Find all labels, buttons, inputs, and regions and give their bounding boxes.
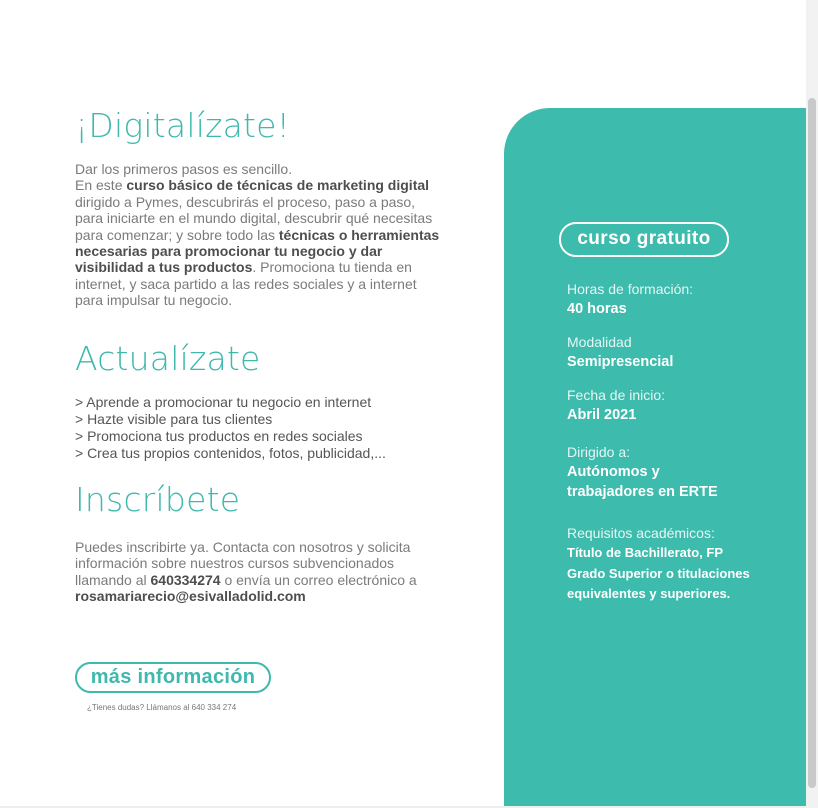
requirements-value-3: equivalentes y superiores. [567,586,731,601]
audience-info [567,444,718,502]
start-label: Fecha de inicio: [567,387,666,403]
requirements-label: Requisitos académicos: [567,525,715,541]
list-item: > Hazte visible para tus clientes [75,411,273,427]
mode-value: Semipresencial [567,354,674,370]
audience-label: Dirigido a: [567,444,631,460]
audience-value-2: trabajadores en ERTE [567,484,718,500]
start-info [567,387,665,425]
hours-info [567,281,693,319]
course-name: curso básico de técnicas de marketing digital [126,177,430,194]
actualizate-title: Actualízate [75,339,261,378]
free-course-badge: curso gratuito [559,222,729,257]
hours-value: 40 horas [567,301,627,317]
list-item: > Aprende a promocionar tu negocio en internet [75,394,372,410]
more-info-button[interactable]: más información [75,662,271,693]
audience-value-1: Autónomos y [567,464,660,480]
mode-info [567,334,673,372]
course-info-panel [504,108,814,808]
list-item: > Crea tus propios contenidos, fotos, publicidad,... [75,445,386,461]
help-text: ¿Tienes dudas? Llámanos al 640 334 274 [87,703,237,712]
start-value: Abril 2021 [567,407,637,423]
tools-highlight: técnicas o herramientas necesarias para promocionar tu negocio y dar visibilidad a tus productos [75,226,440,276]
requirements-info [567,525,750,605]
scrollbar-thumb[interactable] [808,98,816,788]
intro-line-1: Dar los primeros pasos es sencillo. [75,161,293,177]
mode-label: Modalidad [567,334,632,350]
email-address[interactable]: rosamariarecio@esivalladolid.com [75,588,306,605]
hours-label: Horas de formación: [567,281,694,297]
inscribete-title: Inscríbete [75,480,241,519]
requirements-value-2: Grado Superior o titulaciones [567,565,750,581]
intro-paragraph: Dar los primeros pasos es sencillo. En este curso básico de técnicas de marketing digital dirigido a Pymes, descubrirás el proceso, paso a paso, para iniciarte en el mundo digital, descubrir qué necesitas para comenzar; y sobre todo las técnicas o herramientas necesarias para promocionar tu negocio y dar visibilidad a tus productos. Promociona tu tienda en internet, y saca partido a las redes sociales y a internet para impulsar tu negocio. [75,161,440,309]
signup-paragraph: Puedes inscribirte ya. Contacta con nosotros y solicita información sobre nuestros cursos subvencionados llamando al 640334274 o envía un correo electrónico a rosamariarecio@esivalladolid.com [75,539,417,605]
scrollbar[interactable] [806,0,818,808]
benefits-list [75,394,386,462]
phone-number[interactable]: 640334274 [150,571,221,588]
list-item: > Promociona tus productos en redes sociales [75,428,363,444]
requirements-value-1: Título de Bachillerato, FP [567,545,724,560]
digitalizate-title: ¡Digitalízate! [75,106,291,145]
